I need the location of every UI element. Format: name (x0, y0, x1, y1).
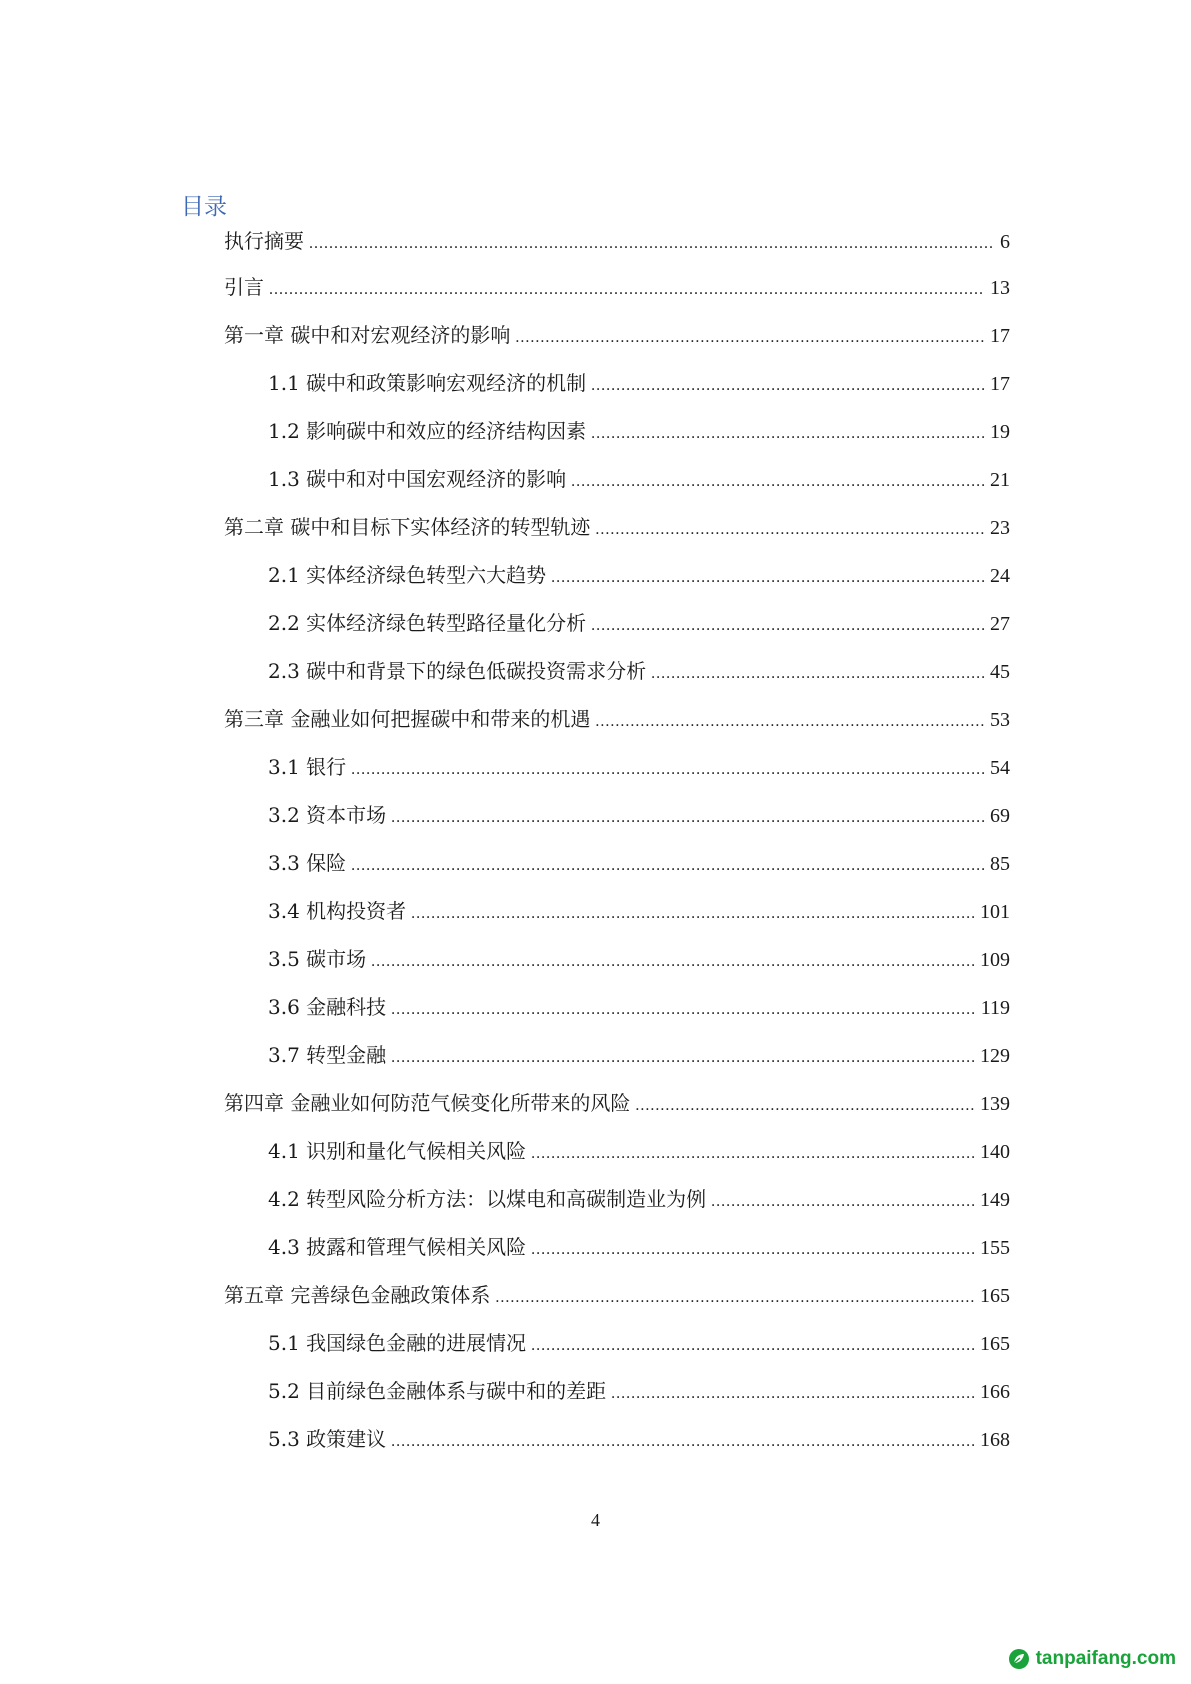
toc-entry-text: 执行摘要 (224, 229, 304, 253)
toc-leader-dots (391, 803, 985, 833)
toc-entry[interactable] (224, 226, 1010, 256)
toc-entry-page: 6 (1000, 231, 1010, 253)
toc-entry-page: 165 (980, 1333, 1010, 1355)
toc-leader-dots (309, 229, 995, 259)
toc-entry-text: 4.2 转型风险分析方法：以煤电和高碳制造业为例 (268, 1187, 707, 1211)
toc-entry-text: 3.1 银行 (268, 755, 347, 779)
toc-leader-dots (269, 275, 985, 305)
toc-entry[interactable] (268, 1376, 1010, 1406)
toc-entry[interactable] (224, 704, 1010, 734)
toc-leader-dots (391, 995, 976, 1025)
toc-leader-dots (595, 515, 985, 545)
toc-entry-page: 149 (980, 1189, 1010, 1211)
toc-leader-dots (591, 371, 985, 401)
toc-entry-text: 1.1 碳中和政策影响宏观经济的机制 (268, 371, 587, 395)
toc-leader-dots (411, 899, 975, 929)
toc-entry-text: 4.1 识别和量化气候相关风险 (268, 1139, 527, 1163)
toc-entry[interactable] (268, 800, 1010, 830)
toc-entry-page: 17 (990, 325, 1010, 347)
toc-entry-page: 140 (980, 1141, 1010, 1163)
toc-entry-text: 第三章 金融业如何把握碳中和带来的机遇 (224, 707, 591, 731)
toc-leader-dots (371, 947, 975, 977)
toc-leader-dots (611, 1379, 975, 1409)
toc-entry[interactable] (268, 416, 1010, 446)
toc-entry[interactable] (268, 608, 1010, 638)
toc-entry-text: 3.2 资本市场 (268, 803, 387, 827)
toc-entry-text: 第五章 完善绿色金融政策体系 (224, 1283, 491, 1307)
toc-entry[interactable] (268, 1328, 1010, 1358)
toc-entry-text: 5.3 政策建议 (268, 1427, 387, 1451)
toc-entry-page: 23 (990, 517, 1010, 539)
toc-leader-dots (531, 1139, 975, 1169)
toc-entry-text: 5.1 我国绿色金融的进展情况 (268, 1331, 527, 1355)
toc-entry[interactable] (268, 752, 1010, 782)
toc-entry-page: 109 (980, 949, 1010, 971)
toc-entry-page: 27 (990, 613, 1010, 635)
leaf-logo-icon (1008, 1648, 1030, 1670)
toc-entry-text: 第一章 碳中和对宏观经济的影响 (224, 323, 511, 347)
toc-entry[interactable] (268, 1040, 1010, 1070)
toc-entry[interactable] (268, 1184, 1010, 1214)
toc-title: 目录 (181, 194, 227, 220)
toc-entry-text: 1.3 碳中和对中国宏观经济的影响 (268, 467, 567, 491)
toc-entry-text: 2.2 实体经济绿色转型路径量化分析 (268, 611, 587, 635)
toc-entry-page: 54 (990, 757, 1010, 779)
toc-entry[interactable] (268, 848, 1010, 878)
toc-leader-dots (591, 419, 985, 449)
toc-entry[interactable] (268, 656, 1010, 686)
toc-leader-dots (651, 659, 985, 689)
toc-entry-page: 69 (990, 805, 1010, 827)
toc-entry[interactable] (224, 272, 1010, 302)
toc-entry[interactable] (224, 1280, 1010, 1310)
toc-entry[interactable] (224, 1088, 1010, 1118)
toc-entry-page: 45 (990, 661, 1010, 683)
toc-leader-dots (531, 1331, 975, 1361)
toc-leader-dots (495, 1283, 975, 1313)
toc-entry[interactable] (268, 1424, 1010, 1454)
toc-entry-page: 155 (980, 1237, 1010, 1259)
toc-entry-page: 168 (980, 1429, 1010, 1451)
toc-entry[interactable] (224, 320, 1010, 350)
toc-entry-page: 129 (980, 1045, 1010, 1067)
toc-entry-page: 165 (980, 1285, 1010, 1307)
toc-entry-page: 17 (990, 373, 1010, 395)
toc-entry-text: 5.2 目前绿色金融体系与碳中和的差距 (268, 1379, 607, 1403)
toc-entry-page: 19 (990, 421, 1010, 443)
toc-entry-text: 引言 (224, 275, 264, 299)
toc-entry[interactable] (268, 464, 1010, 494)
toc-entry[interactable] (224, 512, 1010, 542)
toc-entry-text: 3.7 转型金融 (268, 1043, 387, 1067)
toc-leader-dots (391, 1043, 975, 1073)
toc-leader-dots (551, 563, 985, 593)
toc-entry-text: 2.1 实体经济绿色转型六大趋势 (268, 563, 547, 587)
toc-leader-dots (515, 323, 985, 353)
toc-entry-text: 第二章 碳中和目标下实体经济的转型轨迹 (224, 515, 591, 539)
toc-entry-text: 3.6 金融科技 (268, 995, 387, 1019)
toc-entry-page: 166 (980, 1381, 1010, 1403)
toc-entry[interactable] (268, 992, 1010, 1022)
toc-entry[interactable] (268, 1136, 1010, 1166)
toc-entry-text: 3.5 碳市场 (268, 947, 367, 971)
toc-entry-page: 119 (980, 997, 1010, 1019)
toc-entry-text: 3.3 保险 (268, 851, 347, 875)
toc-leader-dots (635, 1091, 975, 1121)
toc-entry-page: 13 (990, 277, 1010, 299)
toc-entry-text: 3.4 机构投资者 (268, 899, 407, 923)
toc-leader-dots (351, 851, 985, 881)
toc-entry-text: 4.3 披露和管理气候相关风险 (268, 1235, 527, 1259)
toc-entry-page: 101 (980, 901, 1010, 923)
toc-entry[interactable] (268, 368, 1010, 398)
toc-entry-text: 第四章 金融业如何防范气候变化所带来的风险 (224, 1091, 631, 1115)
toc-entry-text: 2.3 碳中和背景下的绿色低碳投资需求分析 (268, 659, 647, 683)
toc-leader-dots (595, 707, 985, 737)
toc-entry-page: 21 (990, 469, 1010, 491)
toc-entry[interactable] (268, 944, 1010, 974)
toc-leader-dots (571, 467, 985, 497)
watermark[interactable] (1008, 1646, 1176, 1672)
toc-entry-page: 139 (980, 1093, 1010, 1115)
page-number: 4 (591, 1510, 600, 1530)
toc-leader-dots (711, 1187, 975, 1217)
toc-leader-dots (391, 1427, 975, 1457)
toc-entry-text: 1.2 影响碳中和效应的经济结构因素 (268, 419, 587, 443)
watermark-text: tanpaifang.com (1035, 1648, 1176, 1669)
toc-entry[interactable] (268, 1232, 1010, 1262)
toc-entry-page: 53 (990, 709, 1010, 731)
toc-entry-page: 24 (990, 565, 1010, 587)
toc-leader-dots (591, 611, 985, 641)
toc-leader-dots (351, 755, 985, 785)
toc-entry[interactable] (268, 560, 1010, 590)
toc-leader-dots (531, 1235, 975, 1265)
toc-entry-page: 85 (990, 853, 1010, 875)
toc-entry[interactable] (268, 896, 1010, 926)
